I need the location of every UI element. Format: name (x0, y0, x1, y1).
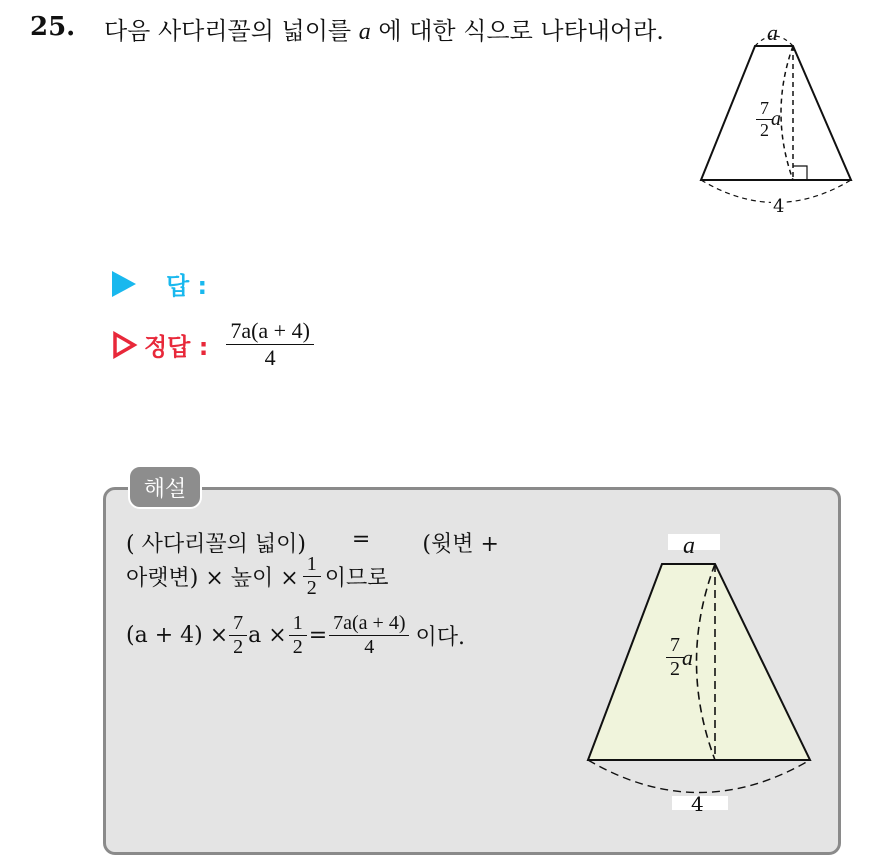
correct-answer-row (112, 318, 312, 371)
top-figure-height-var: a (771, 108, 781, 130)
outline-play-icon (112, 331, 138, 359)
solution-line3-res-den: 4 (329, 635, 409, 659)
solution-line3-eq: = (308, 623, 328, 648)
solution-line1-eq: = (351, 527, 371, 552)
solution-line-3 (126, 612, 465, 659)
answer-label: 답 : (166, 272, 208, 300)
solution-line2-frac-den: 2 (303, 576, 321, 600)
play-icon (112, 271, 136, 297)
solution-tag: 해설 (128, 465, 202, 509)
solution-figure-height-num: 7 (670, 634, 680, 656)
top-figure-height-num: 7 (760, 98, 769, 118)
solution-line3-frac1 (231, 612, 245, 659)
solution-line3-f2-den: 2 (289, 635, 307, 659)
solution-line3-frac2 (291, 612, 305, 659)
solution-line-2 (126, 553, 388, 600)
solution-figure-height-label (668, 634, 693, 681)
correct-answer-numerator: 7a(a + 4) (230, 318, 310, 343)
question-number: 25. (30, 12, 76, 42)
question-variable: a (358, 19, 371, 45)
solution-line3-res-num: 7a(a + 4) (333, 612, 406, 634)
solution-trapezoid-figure (580, 530, 820, 820)
solution-trapezoid-shape (588, 564, 810, 760)
solution-line3-f1-den: 2 (229, 635, 247, 659)
solution-figure-height-den: 2 (666, 657, 684, 681)
solution-figure-label-a: a (683, 533, 695, 559)
solution-line3-mid: a × (248, 623, 287, 648)
question-text (104, 12, 674, 51)
correct-answer-denominator: 4 (226, 344, 314, 371)
answer-row (112, 266, 207, 301)
top-figure-label-a: a (767, 20, 778, 45)
solution-line2-end: 이므로 (324, 566, 389, 591)
top-figure-height-label (758, 98, 781, 141)
correct-answer-fraction (228, 318, 312, 371)
solution-figure-label-4: 4 (691, 792, 704, 816)
solution-line3-f2-num: 1 (292, 612, 303, 634)
correct-answer-label: 정답 : (144, 333, 209, 361)
solution-line3-start: (a + 4) × (126, 623, 229, 648)
solution-line3-result (331, 612, 407, 659)
solution-figure-height-var: a (682, 644, 693, 670)
top-figure-height-den: 2 (756, 119, 773, 141)
question-text-part1: 다음 사다리꼴의 넓이를 (104, 17, 352, 45)
solution-line1-left: ( 사다리꼴의 넓이) (126, 532, 306, 557)
solution-line3-end: 이다. (415, 625, 465, 650)
question-text-part2: 에 대한 식으로 나타내어라. (378, 17, 664, 45)
solution-line2-frac-num: 1 (306, 553, 317, 575)
solution-line3-f1-num: 7 (233, 612, 244, 634)
solution-line1-right: (윗변 + (422, 532, 499, 557)
solution-line2-fraction (305, 553, 319, 600)
solution-line2-start: 아랫변) × 높이 × (126, 566, 299, 591)
top-figure-label-4: 4 (773, 196, 785, 217)
